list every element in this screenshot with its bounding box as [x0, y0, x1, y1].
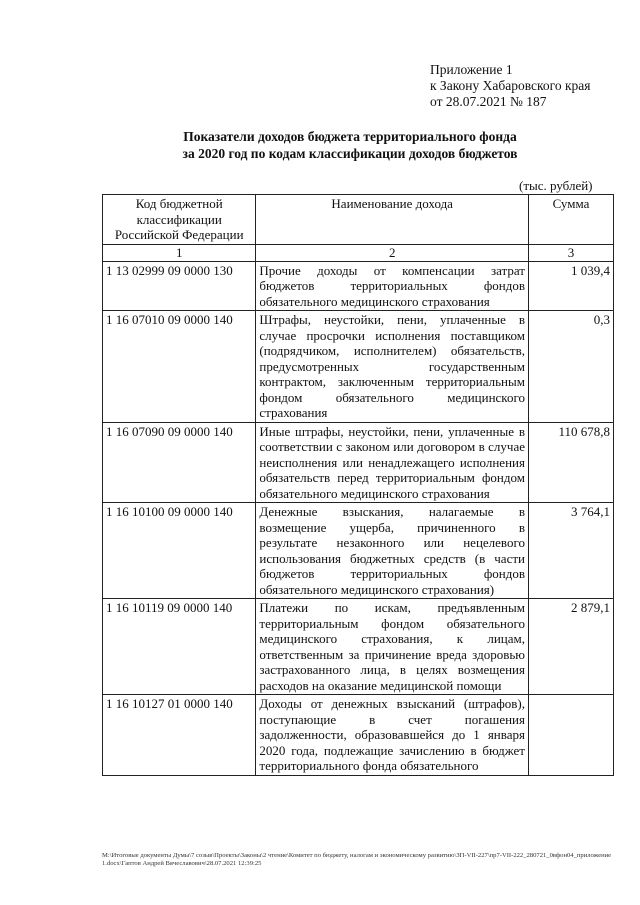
row-name: Доходы от денежных взысканий (штрафов), поступающие в счет погашения задолженности, образовавшейся до 1 января 2020 года, подлежащие зачислению в бюджет территориального фонда обязательного — [256, 695, 529, 776]
table-header-row — [103, 195, 614, 245]
units-label: (тыс. рублей) — [519, 178, 593, 193]
file-path-footer: M:\Итоговые документы Думы\7 созыв\Проекты\Законы\2 чтение\Комитет по бюджету, налогам и экономическому развитию\ЗП-VII-227\пр7-VII-222_280721_0вфон04_приложение 1.docx\Гаптов Андрей Вячеславович\28.07.2021 12:39:25 — [102, 852, 612, 867]
column-number: 2 — [256, 244, 529, 261]
row-sum: 3 764,1 — [528, 503, 613, 599]
appendix-line-3: от 28.07.2021 № 187 — [430, 94, 547, 109]
row-code: 1 13 02999 09 0000 130 — [103, 261, 256, 311]
row-name: Иные штрафы, неустойки, пени, уплаченные в соответствии с законом или договором в случае неисполнения или ненадлежащего исполнения обязательств перед территориальным фондом обязательного медицинского страхования — [256, 422, 529, 503]
table-row — [103, 311, 614, 423]
header-name: Наименование дохода — [256, 195, 529, 245]
title-line-2: за 2020 год по кодам классификации доходов бюджетов — [182, 146, 518, 161]
row-sum: 0,3 — [528, 311, 613, 423]
header-code: Код бюджетной классификации Российской Федерации — [103, 195, 256, 245]
row-sum: 110 678,8 — [528, 422, 613, 503]
table-row — [103, 422, 614, 503]
row-name: Платежи по искам, предъявленным территориальным фондом обязательного медицинского страхования, к лицам, ответственным за причинение вреда здоровью застрахованного лица, в целях возмещения расходов на оказание медицинской помощи — [256, 599, 529, 695]
document-title — [100, 128, 600, 162]
table-number-row — [103, 244, 614, 261]
table-row — [103, 599, 614, 695]
row-name: Штрафы, неустойки, пени, уплаченные в случае просрочки исполнения поставщиком (подрядчиком, исполнителем) обязательств, предусмотренных государственным контрактом, заключенным территориальным фондом обязательного медицинского страхования — [256, 311, 529, 423]
column-number: 1 — [103, 244, 256, 261]
row-sum — [528, 695, 613, 776]
table-row — [103, 261, 614, 311]
row-sum: 2 879,1 — [528, 599, 613, 695]
row-sum: 1 039,4 — [528, 261, 613, 311]
header-sum: Сумма — [528, 195, 613, 245]
row-name: Денежные взыскания, налагаемые в возмещение ущерба, причиненного в результате незаконного или нецелевого использования бюджетных средств (в части бюджетов территориальных фондов обязательного медицинского страхования) — [256, 503, 529, 599]
row-code: 1 16 10119 09 0000 140 — [103, 599, 256, 695]
row-code: 1 16 07010 09 0000 140 — [103, 311, 256, 423]
column-number: 3 — [528, 244, 613, 261]
table-row — [103, 503, 614, 599]
row-code: 1 16 10127 01 0000 140 — [103, 695, 256, 776]
title-line-1: Показатели доходов бюджета территориального фонда — [183, 129, 517, 144]
appendix-block — [430, 62, 591, 110]
appendix-line-2: к Закону Хабаровского края — [430, 78, 591, 93]
row-code: 1 16 10100 09 0000 140 — [103, 503, 256, 599]
row-code: 1 16 07090 09 0000 140 — [103, 422, 256, 503]
table-row — [103, 695, 614, 776]
row-name: Прочие доходы от компенсации затрат бюджетов территориальных фондов обязательного медицинского страхования — [256, 261, 529, 311]
appendix-line-1: Приложение 1 — [430, 62, 513, 77]
revenue-table — [102, 194, 614, 776]
